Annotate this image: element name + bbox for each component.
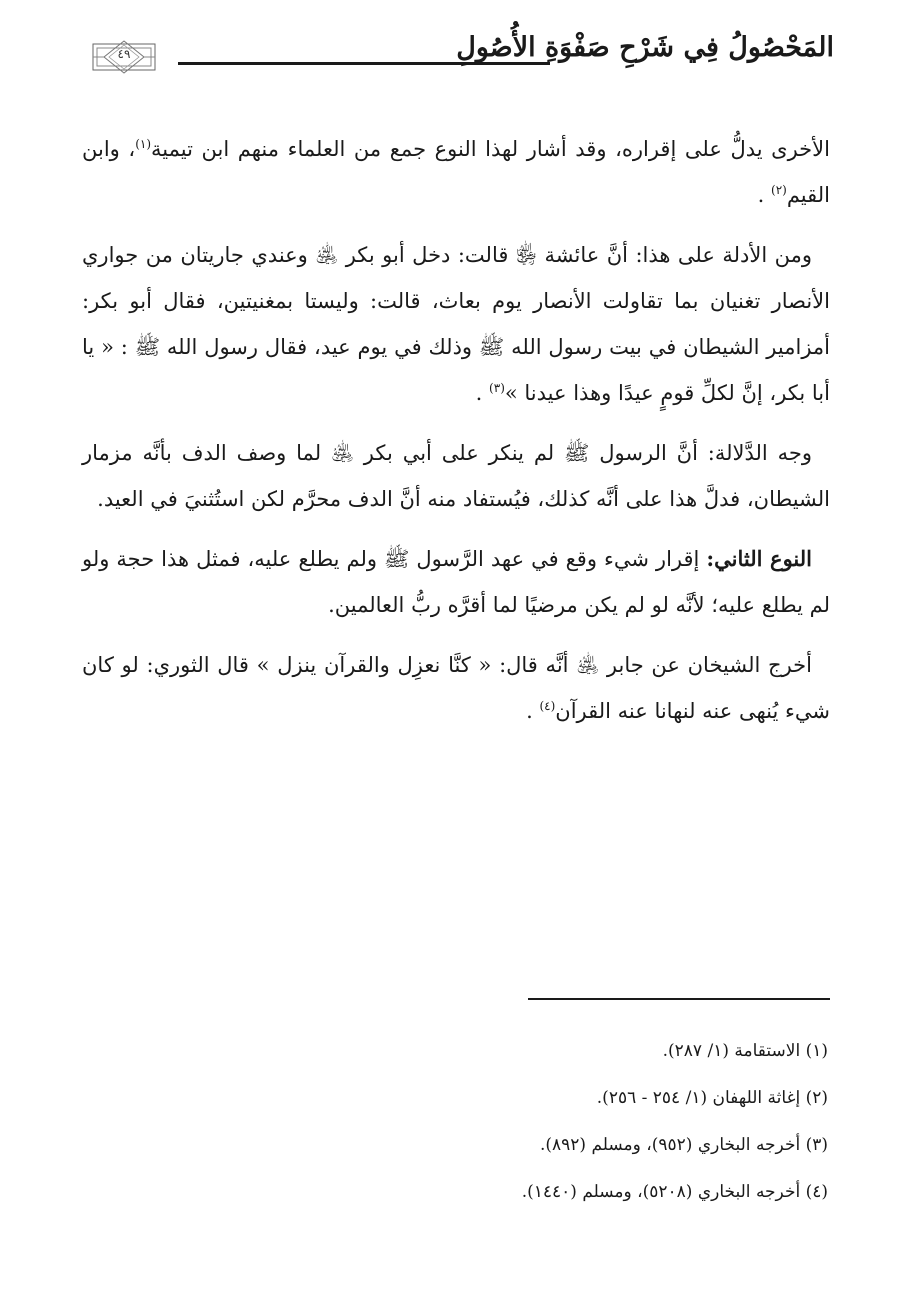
body-text: [82, 126, 830, 748]
paragraph-5-end: .: [526, 699, 533, 723]
paragraph-4: [82, 536, 830, 628]
page-number: ٤٩: [117, 47, 131, 61]
paragraph-1-comma: ،: [128, 137, 136, 161]
book-title: المَحْصُولُ فِي شَرْحِ صَفْوَةِ الأُصُولِ: [456, 32, 834, 63]
footnote-ref-4: (٤): [539, 699, 556, 713]
paragraph-2: [82, 232, 830, 416]
paragraph-1: [82, 126, 830, 218]
paragraph-1-text: الأخرى يدلُّ على إقراره، وقد أشار لهذا النوع جمع من العلماء منهم ابن تيمية: [151, 137, 830, 161]
footnote-4: (٤) أخرجه البخاري (٥٢٠٨)، ومسلم (١٤٤٠).: [521, 1182, 828, 1202]
footnote-1: (١) الاستقامة (١/ ٢٨٧).: [662, 1041, 828, 1061]
paragraph-2-end: .: [475, 381, 483, 405]
section-label: النوع الثاني:: [706, 546, 812, 571]
footnote-ref-3: (٣): [489, 381, 505, 395]
page-header: [92, 28, 834, 84]
paragraph-1-end: .: [757, 183, 765, 207]
paragraph-4-text: إقرار شيء وقع في عهد الرَّسول ﷺ ولم يطلع عليه، فمثل هذا حجة ولو لم يطلع عليه؛ لأنَّه لو لم يكن مرضيًا لما أقرَّه ربُّ العالمين.: [82, 547, 830, 617]
paragraph-5-text: أخرج الشيخان عن جابر ﵁ أنَّه قال: « كنَّا نعزِل والقرآن ينزل » قال الثوري: لو كان شيء يُنهى عنه لنهانا عنه القرآن: [82, 653, 830, 723]
footnote-3: (٣) أخرجه البخاري (٩٥٢)، ومسلم (٨٩٢).: [539, 1135, 828, 1155]
footnote-ref-1: (١): [135, 137, 152, 151]
paragraph-3: [82, 430, 830, 522]
footnote-2: (٢) إغاثة اللهفان (١/ ٢٥٤ - ٢٥٦).: [596, 1088, 828, 1108]
page-number-frame: [92, 40, 156, 74]
footnote-separator: [528, 998, 830, 1000]
footnote-ref-2: (٢): [771, 183, 787, 197]
paragraph-5: [82, 642, 830, 734]
footnotes: [228, 1028, 828, 1216]
paragraph-2-text: ومن الأدلة على هذا: أنَّ عائشة ﵂ قالت: دخل أبو بكر ﵁ وعندي جاريتان من جواري الأنصار تغنيان بما تقاولت الأنصار يوم بعاث، قالت: وليستا بمغنيتين، فقال أبو بكر: أمزامير الشيطان في بيت رسول الله ﷺ وذلك في يوم عيد، فقال رسول الله ﷺ : « يا أبا بكر، إنَّ لكلِّ قومٍ عيدًا وهذا عيدنا »: [82, 243, 830, 405]
paragraph-3-text: وجه الدَّلالة: أنَّ الرسول ﷺ لم ينكر على أبي بكر ﵁ لما وصف الدف بأنَّه مزمار الشيطان، فدلَّ هذا على أنَّه كذلك، فيُستفاد منه أنَّ الدف محرَّم لكن استُثنيَ في العيد.: [82, 441, 830, 511]
paragraph-1-text-2: وابن القيم: [82, 137, 830, 207]
